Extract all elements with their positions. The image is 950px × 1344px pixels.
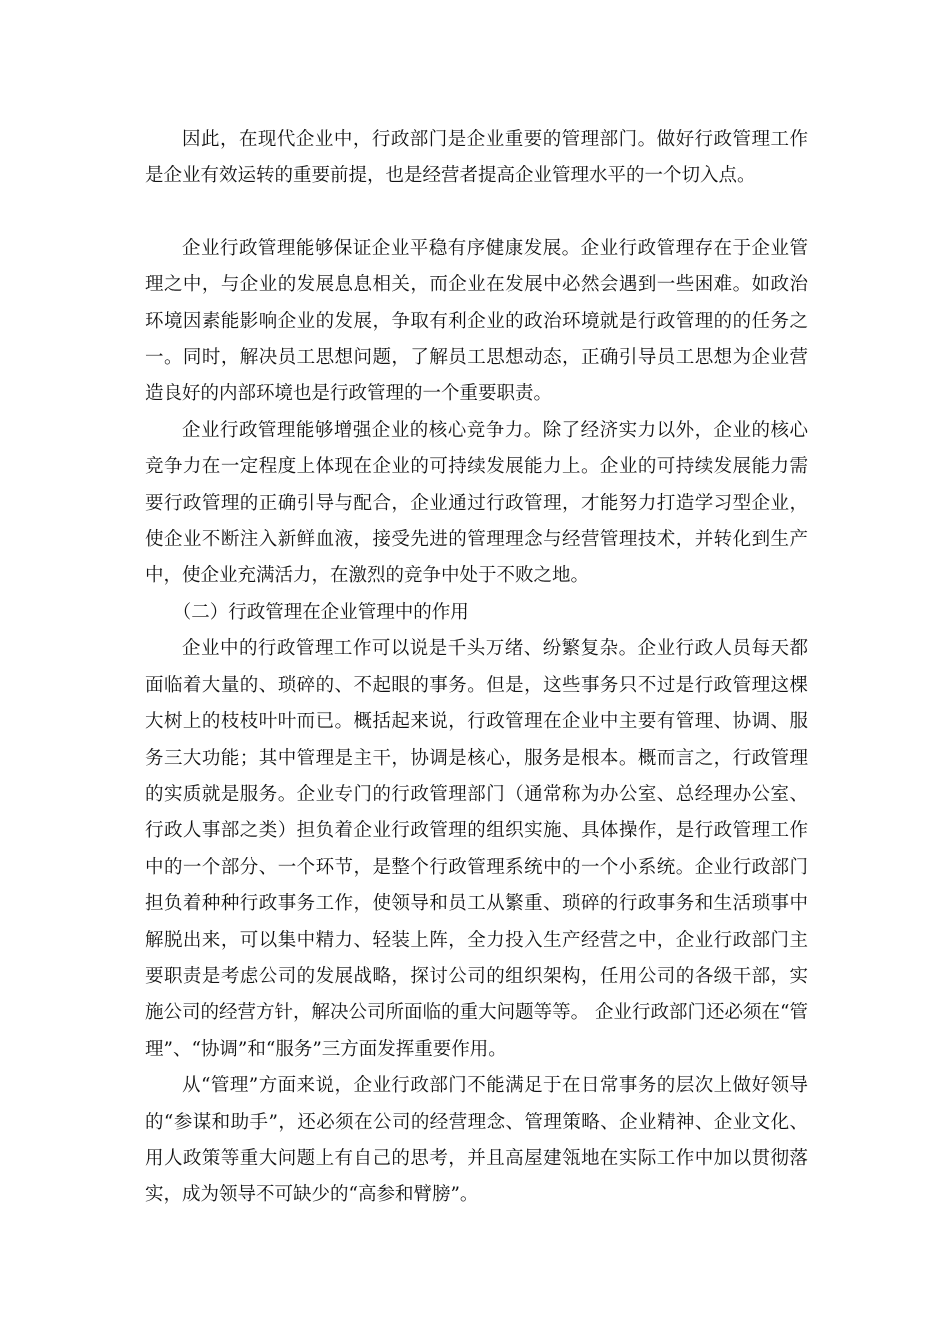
section-heading: （二）行政管理在企业管理中的作用 <box>172 601 469 623</box>
paragraph-management: 从“管理”方面来说，企业行政部门不能满足于在日常事务的层次上做好领导的“参谋和助手”，还必须在公司的经营理念、管理策略、企业精神、企业文化、用人政策等重大问题上有自己的思考，并且高屋建瓴地在实际工作中加以贯彻落实，成为领导不可缺少的“高参和臂膀”。 <box>145 1075 808 1206</box>
document-page <box>145 122 808 1214</box>
paragraph-stability: 企业行政管理能够保证企业平稳有序健康发展。企业行政管理存在于企业管理之中，与企业的发展息息相关，而企业在发展中必然会遇到一些困难。如政治环境因素能影响企业的发展，争取有利企业的政治环境就是行政管理的的任务之一。同时，解决员工思想问题，了解员工思想动态，正确引导员工思想为企业营造良好的内部环境也是行政管理的一个重要职责。 <box>145 237 808 405</box>
paragraph-intro: 因此，在现代企业中，行政部门是企业重要的管理部门。做好行政管理工作是企业有效运转的重要前提，也是经营者提高企业管理水平的一个切入点。 <box>145 129 808 187</box>
paragraph-role: 企业中的行政管理工作可以说是千头万绪、纷繁复杂。企业行政人员每天都面临着大量的、琐碎的、不起眼的事务。但是，这些事务只不过是行政管理这棵大树上的枝枝叶叶而已。概括起来说，行政管理在企业中主要有管理、协调、服务三大功能；其中管理是主干，协调是核心，服务是根本。概而言之，行政管理的实质就是服务。企业专门的行政管理部门（通常称为办公室、总经理办公室、行政人事部之类）担负着企业行政管理的组织实施、具体操作，是行政管理工作中的一个部分、一个环节，是整个行政管理系统中的一个小系统。企业行政部门担负着种种行政事务工作，使领导和员工从繁重、琐碎的行政事务和生活琐事中解脱出来，可以集中精力、轻装上阵，全力投入生产经营之中，企业行政部门主要职责是考虑公司的发展战略，探讨公司的组织架构，任用公司的各级干部，实施公司的经营方针，解决公司所面临的重大问题等等。 企业行政部门还必须在“管理”、“协调”和“服务”三方面发挥重要作用。 <box>145 638 808 1060</box>
paragraph-competitiveness: 企业行政管理能够增强企业的核心竞争力。除了经济实力以外，企业的核心竞争力在一定程度上体现在企业的可持续发展能力上。企业的可持续发展能力需要行政管理的正确引导与配合，企业通过行政管理，才能努力打造学习型企业，使企业不断注入新鲜血液，接受先进的管理理念与经营管理技术，并转化到生产中，使企业充满活力，在激烈的竞争中处于不败之地。 <box>145 419 808 587</box>
